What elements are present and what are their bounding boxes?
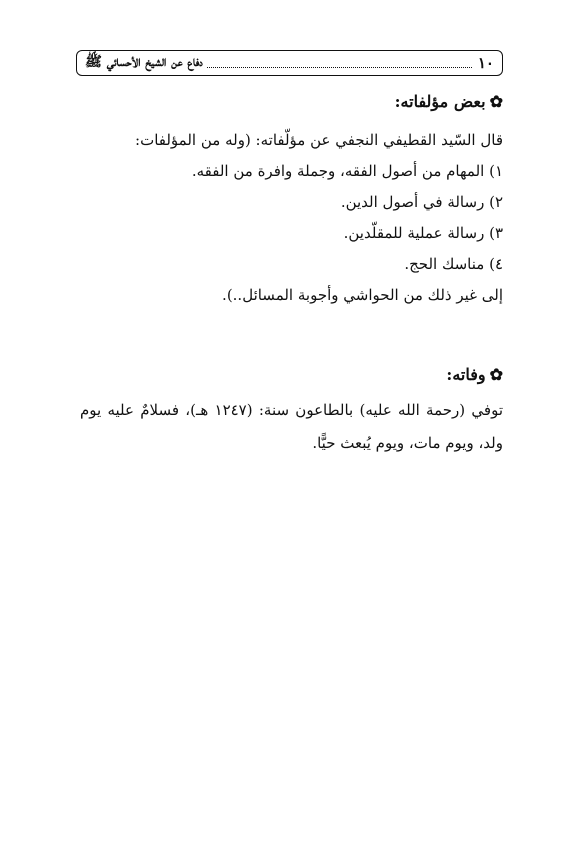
works-item-2: ٢) رسالة في أصول الدين.: [340, 193, 503, 211]
works-item-1: ١) المهام من أصول الفقه، وجملة وافرة من الفقه.: [191, 162, 503, 180]
page-number: ١٠: [477, 54, 494, 72]
running-header: [76, 50, 503, 76]
works-item-3: ٣) رسالة عملية للمقلّدين.: [343, 224, 503, 242]
death-heading-text: وفاته:: [446, 365, 486, 384]
works-item-4: ٤) مناسك الحج.: [404, 255, 503, 273]
dotted-leader: [207, 59, 472, 68]
works-section: [80, 92, 503, 311]
works-intro: قال السّيد القطيفي النجفي عن مؤلّفاته: (وله من المؤلفات:: [135, 131, 503, 149]
header-title: دفاع عن الشيخ الأحسائي ﷺ: [85, 54, 203, 70]
death-heading: [80, 365, 503, 384]
death-line-1: توفي (رحمة الله عليه) بالطاعون سنة: (١٢٤٧ هـ)، فسلامٌ عليه يوم: [80, 401, 503, 419]
flower-ornament-icon: ✿: [489, 91, 503, 111]
works-closing: إلى غير ذلك من الحواشي وأجوبة المسائل..).: [222, 286, 503, 304]
works-heading-text: بعض مؤلفاته:: [394, 92, 486, 111]
death-section: [80, 365, 503, 460]
works-heading: [80, 92, 503, 111]
flower-ornament-icon: ✿: [489, 364, 503, 384]
death-line-2: ولد، ويوم مات، ويوم يُبعث حيًّا.: [312, 434, 503, 452]
